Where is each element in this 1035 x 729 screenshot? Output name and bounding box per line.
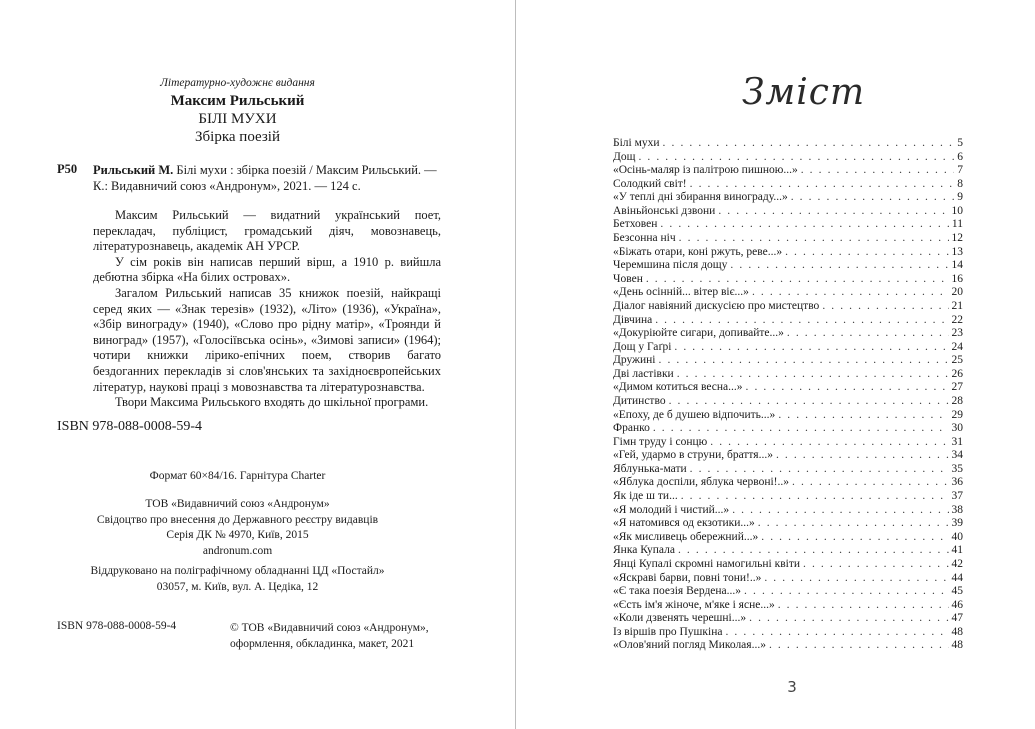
format-line: Формат 60×84/16. Гарнітура Charter	[149, 470, 326, 482]
toc-entry	[613, 585, 963, 599]
toc-entry-title: Дощ	[613, 150, 636, 163]
toc-entry-page: 42	[951, 557, 963, 570]
publisher-line: Серія ДК № 4970, Київ, 2015	[166, 529, 309, 541]
toc-entry	[613, 300, 963, 314]
toc-entry-page: 48	[951, 639, 963, 652]
publisher-line: Свідоцтво про внесення до Державного реєстру видавців	[96, 513, 379, 526]
toc-entry-page: 41	[951, 544, 963, 557]
toc-leader-dots	[775, 409, 948, 423]
publisher-website: andronum.com	[202, 544, 273, 557]
toc-entry-title: «Докуріюйте сигари, допивайте...»	[613, 327, 784, 340]
toc-entry	[613, 612, 963, 626]
toc-entry	[613, 395, 963, 409]
page-number: 3	[787, 678, 797, 696]
toc-entry	[613, 273, 963, 287]
toc-entry-page: 23	[951, 327, 963, 340]
isbn-bottom: ISBN 978-088-0008-59-4	[57, 620, 177, 632]
toc-leader-dots	[775, 599, 949, 613]
toc-entry-page: 14	[951, 259, 963, 272]
toc-entry-title: Бетховен	[613, 218, 658, 231]
toc-entry-title: «Яблука доспіли, яблука червоні!..»	[613, 476, 790, 489]
toc-entry-page: 5	[957, 137, 963, 149]
toc-entry-page: 46	[951, 598, 963, 611]
toc-entry-page: 37	[951, 490, 963, 503]
toc-leader-dots	[656, 354, 949, 368]
toc-entry-title: «Гей, удармо в струни, браття...»	[613, 449, 773, 462]
toc-entry-page: 24	[951, 340, 963, 353]
toc-entry-page: 12	[951, 232, 963, 245]
toc-entry-title: Янка Купала	[613, 544, 675, 557]
toc-entry	[613, 476, 963, 490]
toc-leader-dots	[758, 531, 948, 545]
toc-entry	[613, 327, 963, 341]
toc-entry	[613, 599, 963, 613]
publisher-block	[0, 497, 495, 559]
toc-entry	[613, 246, 963, 260]
toc-leader-dots	[715, 205, 948, 219]
toc-entry-page: 7	[957, 164, 963, 177]
annotation-paragraph: Максим Рильський — видатний український поет, перекладач, публіцист, громадський діяч, мовознавець, літературознавець, академік АН УРСР.	[93, 208, 441, 254]
toc-leader-dots	[784, 327, 949, 341]
toc-entry-page: 35	[951, 462, 963, 475]
contents-page	[517, 0, 1035, 729]
toc-entry-title: Із віршів про Пушкіна	[613, 625, 723, 638]
toc-entry-title: «Коли дзвенять черешні...»	[613, 612, 747, 625]
toc-entry-page: 22	[951, 313, 963, 326]
toc-entry-page: 39	[951, 517, 963, 530]
toc-entry	[613, 422, 963, 436]
toc-leader-dots	[729, 504, 948, 518]
toc-entry	[613, 164, 963, 178]
toc-leader-dots	[766, 639, 949, 653]
toc-entry-title: Човен	[613, 272, 643, 285]
toc-entry-title: «День осінній... вітер віє...»	[613, 286, 749, 299]
toc-entry-title: Білі мухи	[613, 137, 660, 149]
toc-entry-page: 6	[957, 150, 963, 163]
toc-heading: Зміст	[742, 72, 866, 113]
toc-entry	[613, 354, 963, 368]
toc-entry-title: Як іде ш ти...	[613, 490, 678, 503]
toc-entry-page: 36	[951, 476, 963, 489]
toc-leader-dots	[687, 178, 955, 192]
annotation-paragraph: Загалом Рильський написав 35 книжок поезій, найкращі серед яких — «Знак терезів» (1932), «Літо» (1936), «Україна», «Збір винограду» (1940), «Слово про рідну матір», «Троянди й виноград» (1957), «Голосіївська осінь», «Зимові записи» (1964); чотири книжки лірико-епічних поем, створив багато бездоганних перекладів зі слов'янських та західноєвропейських літератур, наукові праці з мовознавства та літературознавства.	[93, 285, 441, 394]
toc-entry-page: 16	[951, 272, 963, 285]
toc-entry-page: 45	[951, 585, 963, 598]
toc-leader-dots	[749, 286, 949, 300]
toc-leader-dots	[643, 273, 949, 287]
toc-entry-title: «Димом котиться весна...»	[613, 381, 743, 394]
page-spine	[515, 0, 516, 729]
book-subtitle: Збірка поезій	[195, 129, 280, 145]
toc-entry-title: Солодкий світ!	[613, 177, 687, 190]
toc-leader-dots	[727, 259, 948, 273]
toc-leader-dots	[782, 246, 948, 260]
toc-entry	[613, 151, 963, 165]
toc-entry-title: Дитинство	[613, 394, 666, 407]
copyright-line: оформлення, обкладинка, макет, 2021	[230, 638, 415, 650]
toc-entry-title: Яблунька-мати	[613, 462, 687, 475]
annotation-paragraph: У сім років він написав перший вірш, а 1910 р. вийшла дебютна збірка «На білих островах».	[93, 254, 441, 285]
imprint-page	[0, 0, 515, 729]
toc-list	[613, 137, 963, 653]
toc-leader-dots	[652, 314, 948, 328]
toc-entry-title: «Є така поезія Вердена...»	[613, 585, 742, 598]
toc-entry	[613, 531, 963, 545]
toc-entry-title: «Я молодий і чистий...»	[613, 503, 730, 516]
toc-entry	[613, 368, 963, 382]
toc-entry-page: 10	[951, 204, 963, 217]
toc-leader-dots	[800, 558, 948, 572]
toc-leader-dots	[674, 368, 949, 382]
toc-entry-page: 13	[951, 245, 963, 258]
catalog-code: Р50	[57, 162, 78, 176]
copyright-block	[230, 620, 429, 652]
toc-leader-dots	[741, 585, 948, 599]
toc-entry	[613, 544, 963, 558]
toc-entry	[613, 178, 963, 192]
toc-entry-page: 27	[951, 381, 963, 394]
toc-entry-title: «Єсть ім'я жіноче, м'яке і ясне...»	[613, 598, 775, 611]
toc-entry-title: Дві ластівки	[613, 367, 674, 380]
toc-leader-dots	[722, 626, 948, 640]
toc-entry-page: 38	[951, 503, 963, 516]
toc-entry-page: 8	[957, 177, 963, 190]
toc-entry	[613, 381, 963, 395]
toc-leader-dots	[671, 341, 948, 355]
publisher-line: ТОВ «Видавничий союз «Андронум»	[145, 498, 330, 510]
toc-entry-page: 28	[951, 394, 963, 407]
toc-entry	[613, 205, 963, 219]
catalog-text: Білі мухи : збірка поезій / Максим Рильський. — К.: Видавничий союз «Андронум», 2021. — 124 с.	[93, 163, 437, 193]
toc-entry-page: 20	[951, 286, 963, 299]
edition-type: Літературно-художнє видання	[160, 77, 315, 89]
toc-entry	[613, 232, 963, 246]
annotation	[93, 208, 441, 411]
author-name: Максим Рильський	[170, 93, 305, 109]
toc-entry	[613, 572, 963, 586]
toc-entry-page: 48	[951, 625, 963, 638]
toc-entry	[613, 436, 963, 450]
toc-entry	[613, 639, 963, 653]
toc-leader-dots	[657, 218, 949, 232]
printing-block	[0, 564, 495, 595]
annotation-paragraph: Твори Максима Рильського входять до шкільної програми.	[115, 395, 429, 410]
toc-entry	[613, 259, 963, 273]
toc-entry-title: Черемшина після дощу	[613, 259, 728, 272]
toc-entry	[613, 490, 963, 504]
toc-leader-dots	[788, 191, 955, 205]
toc-entry-title: «Осінь-маляр із палітрою пишною...»	[613, 164, 798, 177]
catalog-author: Рильський М.	[93, 163, 174, 177]
toc-leader-dots	[687, 463, 949, 477]
toc-entry-title: Франко	[613, 422, 650, 435]
toc-entry-title: «Яскраві барви, повні тони!..»	[613, 571, 762, 584]
toc-entry-page: 11	[951, 218, 963, 231]
toc-entry-page: 31	[951, 435, 963, 448]
toc-leader-dots	[819, 300, 948, 314]
isbn: ISBN 978-088-0008-59-4	[57, 419, 203, 434]
toc-entry-page: 9	[957, 191, 963, 204]
toc-entry-title: «Я натомився од екзотики...»	[613, 517, 755, 530]
toc-entry-page: 44	[951, 571, 963, 584]
toc-entry	[613, 449, 963, 463]
toc-entry-page: 21	[951, 299, 963, 312]
toc-entry-title: Безсонна ніч	[613, 232, 676, 245]
toc-entry-page: 34	[951, 449, 963, 462]
toc-entry	[613, 314, 963, 328]
toc-entry	[613, 191, 963, 205]
toc-entry	[613, 341, 963, 355]
toc-entry	[613, 558, 963, 572]
copyright-line: © ТОВ «Видавничий союз «Андронум»,	[230, 622, 429, 634]
toc-entry-title: Гімн труду і сонцю	[613, 435, 708, 448]
toc-leader-dots	[755, 517, 949, 531]
toc-entry-page: 40	[951, 530, 963, 543]
toc-entry-title: «Біжать отари, коні ржуть, реве...»	[613, 245, 783, 258]
toc-leader-dots	[761, 572, 948, 586]
toc-entry	[613, 463, 963, 477]
toc-entry-title: Дружині	[613, 354, 656, 367]
toc-entry	[613, 218, 963, 232]
toc-entry-title: Діалог навіяний дискусією про мистецтво	[613, 299, 820, 312]
printing-line: Віддруковано на поліграфічному обладнанні ЦД «Постайл»	[90, 565, 385, 577]
toc-entry-page: 30	[951, 422, 963, 435]
toc-leader-dots	[650, 422, 949, 436]
toc-entry-title: «Як мисливець обережний...»	[613, 530, 759, 543]
toc-leader-dots	[660, 137, 955, 151]
toc-entry-title: «Олов'яний погляд Миколая...»	[613, 639, 766, 652]
toc-leader-dots	[798, 164, 955, 178]
toc-entry	[613, 137, 963, 151]
toc-leader-dots	[676, 232, 949, 246]
toc-entry-title: Дощ у Гаґрі	[613, 340, 672, 353]
catalog-entry	[93, 162, 441, 194]
toc-leader-dots	[707, 436, 948, 450]
toc-entry	[613, 504, 963, 518]
printing-line: 03057, м. Київ, вул. А. Цедіка, 12	[156, 580, 319, 593]
toc-leader-dots	[773, 449, 949, 463]
toc-leader-dots	[675, 544, 949, 558]
toc-entry	[613, 286, 963, 300]
toc-entry-title: «У теплі дні збирання винограду...»	[613, 191, 788, 204]
toc-entry	[613, 409, 963, 423]
toc-leader-dots	[635, 151, 954, 165]
toc-entry-title: Янці Купалі скромні намогильні квіти	[613, 557, 801, 570]
toc-entry-page: 29	[951, 408, 963, 421]
toc-entry-page: 47	[951, 612, 963, 625]
book-title: БІЛІ МУХИ	[198, 111, 277, 127]
toc-leader-dots	[678, 490, 949, 504]
toc-leader-dots	[746, 612, 948, 626]
toc-leader-dots	[743, 381, 949, 395]
toc-entry-title: «Епоху, де б душею відпочить...»	[613, 408, 776, 421]
toc-entry-title: Авіньйонські дзвони	[613, 204, 716, 217]
toc-entry-page: 26	[951, 367, 963, 380]
toc-entry	[613, 626, 963, 640]
toc-entry-title: Дівчина	[613, 313, 653, 326]
toc-entry-page: 25	[951, 354, 963, 367]
toc-entry	[613, 517, 963, 531]
toc-leader-dots	[789, 476, 948, 490]
toc-leader-dots	[666, 395, 949, 409]
